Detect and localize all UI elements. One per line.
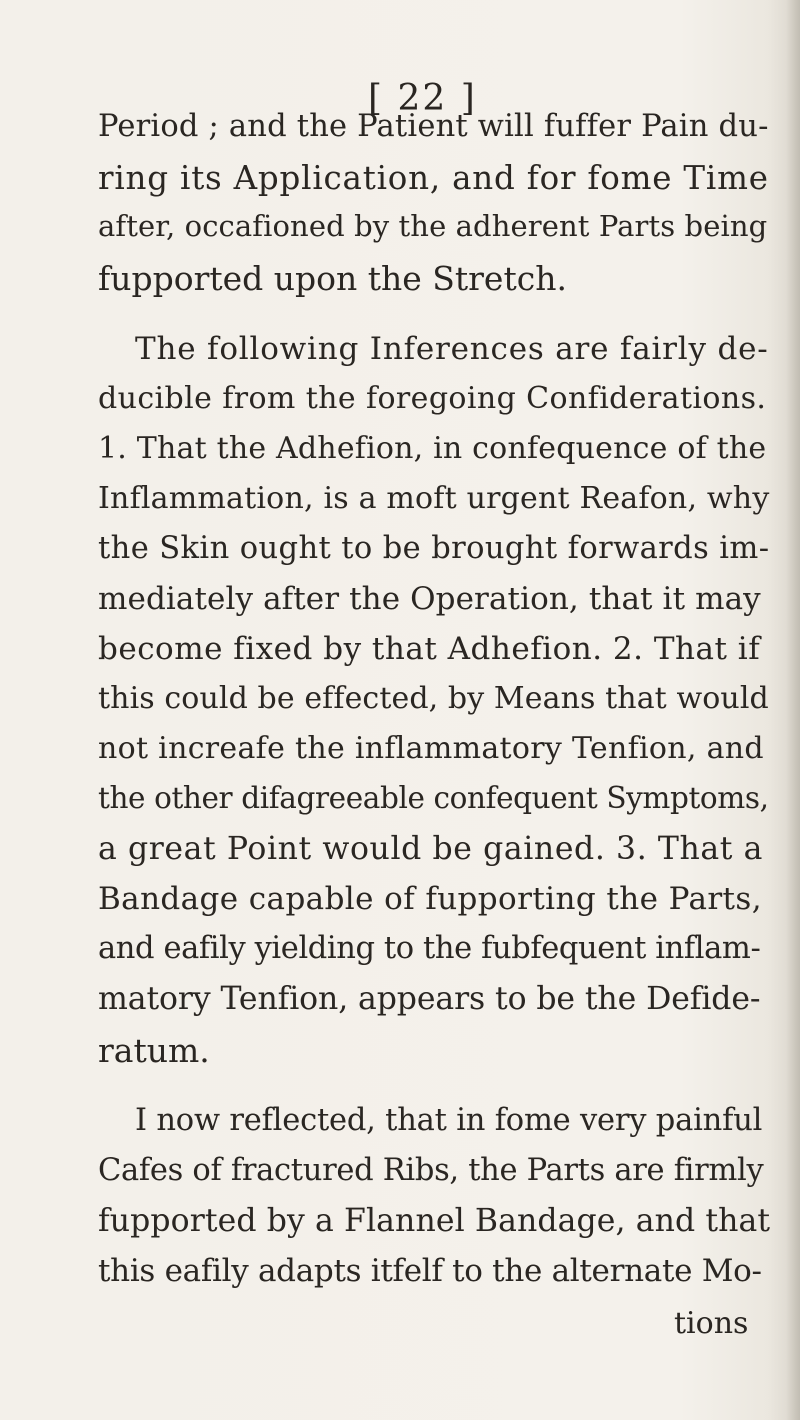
text-line: this eafily adapts itfelf to the alternate Mo- bbox=[98, 1253, 762, 1289]
text-line: Inflammation, is a moft urgent Reafon, why bbox=[98, 481, 770, 516]
text-line: Cafes of fractured Ribs, the Parts are firmly bbox=[98, 1153, 764, 1188]
text-line: Period ; and the Patient will fuffer Pain du- bbox=[98, 109, 769, 144]
page-edge-shadow bbox=[786, 0, 800, 1420]
text-line: fupported by a Flannel Bandage, and that bbox=[98, 1203, 771, 1239]
text-line: I now reflected, that in fome very painful bbox=[135, 1103, 763, 1138]
text-line: fupported upon the Stretch. bbox=[98, 259, 567, 298]
text-line: a great Point would be gained. 3. That a bbox=[98, 831, 764, 867]
text-line: 1. That the Adhefion, in confequence of the bbox=[98, 431, 767, 466]
text-line: and eafily yielding to the fubfequent inflam- bbox=[98, 931, 761, 966]
text-line: Bandage capable of fupporting the Parts, bbox=[98, 881, 762, 917]
text-line: after, occafioned by the adherent Parts being bbox=[98, 209, 768, 243]
page-number: [ 22 ] bbox=[368, 78, 477, 119]
text-line: the Skin ought to be brought forwards im- bbox=[98, 531, 770, 566]
text-line: the other difagreeable confequent Symptoms, bbox=[98, 781, 769, 815]
catchword: tions bbox=[674, 1306, 749, 1341]
text-line: this could be effected, by Means that would bbox=[98, 681, 769, 716]
text-line: ducible from the foregoing Confiderations. bbox=[98, 381, 767, 416]
text-line: The following Inferences are fairly de- bbox=[135, 331, 769, 367]
text-line: become fixed by that Adhefion. 2. That if bbox=[98, 631, 761, 667]
text-line: not increafe the inflammatory Tenfion, and bbox=[98, 731, 764, 766]
text-line: mediately after the Operation, that it may bbox=[98, 581, 761, 617]
text-line: ring its Application, and for fome Time bbox=[98, 159, 769, 197]
text-line: matory Tenfion, appears to be the Defide- bbox=[98, 981, 761, 1017]
text-line: ratum. bbox=[98, 1031, 210, 1070]
